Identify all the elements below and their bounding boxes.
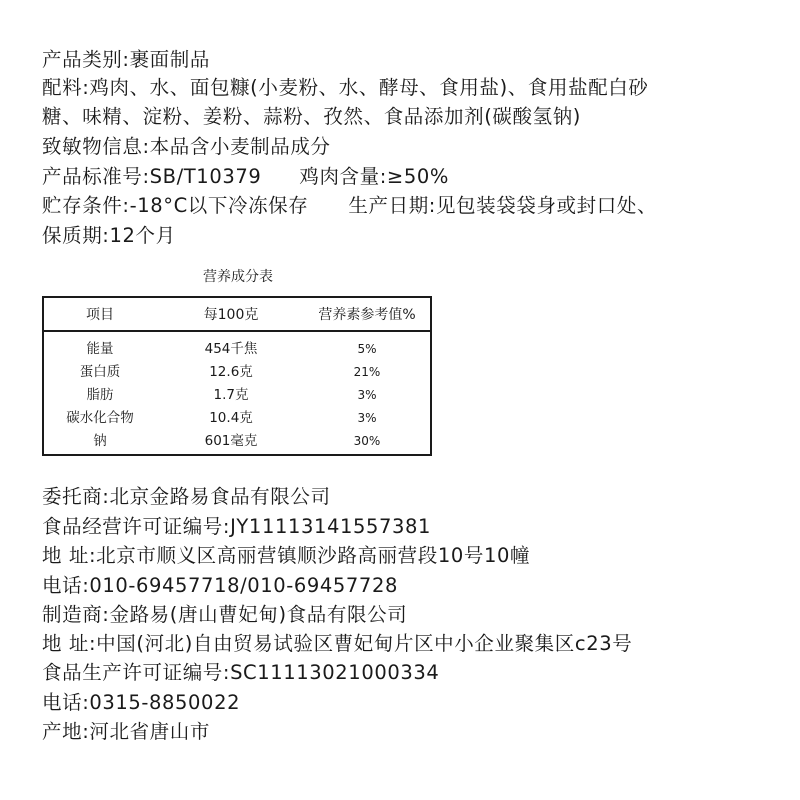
storage-conditions: 贮存条件:-18°C以下冷冻保存 xyxy=(42,194,309,217)
table-row xyxy=(44,338,430,361)
header-nrv: 营养素参考值% xyxy=(318,307,416,323)
row-nrv: 21% xyxy=(353,365,381,379)
ingredients-line-2: 糖、味精、淀粉、姜粉、蒜粉、孜然、食品添加剂(碳酸氢钠) xyxy=(42,105,582,128)
manufacturer: 制造商:金路易(唐山曹妃甸)食品有限公司 xyxy=(42,603,408,626)
nutrition-table-body xyxy=(44,338,430,453)
client-company: 委托商:北京金路易食品有限公司 xyxy=(42,485,331,508)
storage-and-date-line xyxy=(42,191,657,221)
place-of-origin: 产地:河北省唐山市 xyxy=(42,720,210,743)
row-nrv: 5% xyxy=(357,342,377,356)
client-address: 地 址:北京市顺义区高丽营镇顺沙路高丽营段10号10幢 xyxy=(42,544,531,567)
nutrition-table-title: 营养成分表 xyxy=(203,269,273,285)
allergen-info: 致敏物信息:本品含小麦制品成分 xyxy=(42,135,331,158)
row-item: 能量 xyxy=(86,341,114,357)
table-row xyxy=(44,430,430,453)
row-nrv: 3% xyxy=(357,388,377,402)
nutrition-table-header xyxy=(44,298,430,332)
nutrition-table xyxy=(42,296,432,456)
standard-and-content-line xyxy=(42,162,449,192)
row-per-100g: 12.6克 xyxy=(209,364,253,380)
row-per-100g: 454千焦 xyxy=(204,341,258,357)
product-standard: 产品标准号:SB/T10379 xyxy=(42,165,262,188)
row-nrv: 3% xyxy=(357,411,377,425)
row-nrv: 30% xyxy=(353,434,381,448)
client-license: 食品经营许可证编号:JY11113141557381 xyxy=(42,515,432,538)
row-item: 脂肪 xyxy=(86,387,114,403)
table-row xyxy=(44,407,430,430)
header-per-100g: 每100克 xyxy=(203,307,259,323)
row-per-100g: 10.4克 xyxy=(209,410,253,426)
row-per-100g: 601毫克 xyxy=(204,433,258,449)
ingredients-line-1: 配料:鸡肉、水、面包糠(小麦粉、水、酵母、食用盐)、食用盐配白砂 xyxy=(42,76,649,99)
table-row xyxy=(44,361,430,384)
shelf-life: 保质期:12个月 xyxy=(42,224,176,247)
row-item: 蛋白质 xyxy=(79,364,121,380)
row-item: 碳水化合物 xyxy=(66,410,134,426)
chicken-content: 鸡肉含量:≥50% xyxy=(299,165,449,188)
production-license: 食品生产许可证编号:SC11113021000334 xyxy=(42,661,440,684)
product-category: 产品类别:裹面制品 xyxy=(42,48,210,71)
manufacturer-address: 地 址:中国(河北)自由贸易试验区曹妃甸片区中小企业聚集区c23号 xyxy=(42,632,633,655)
production-date: 生产日期:见包装袋袋身或封口处、 xyxy=(348,194,658,217)
manufacturer-phone: 电话:0315-8850022 xyxy=(42,691,241,714)
client-phone: 电话:010-69457718/010-69457728 xyxy=(42,574,398,597)
table-row xyxy=(44,384,430,407)
row-item: 钠 xyxy=(93,433,107,449)
header-item: 项目 xyxy=(86,307,114,323)
row-per-100g: 1.7克 xyxy=(213,387,249,403)
